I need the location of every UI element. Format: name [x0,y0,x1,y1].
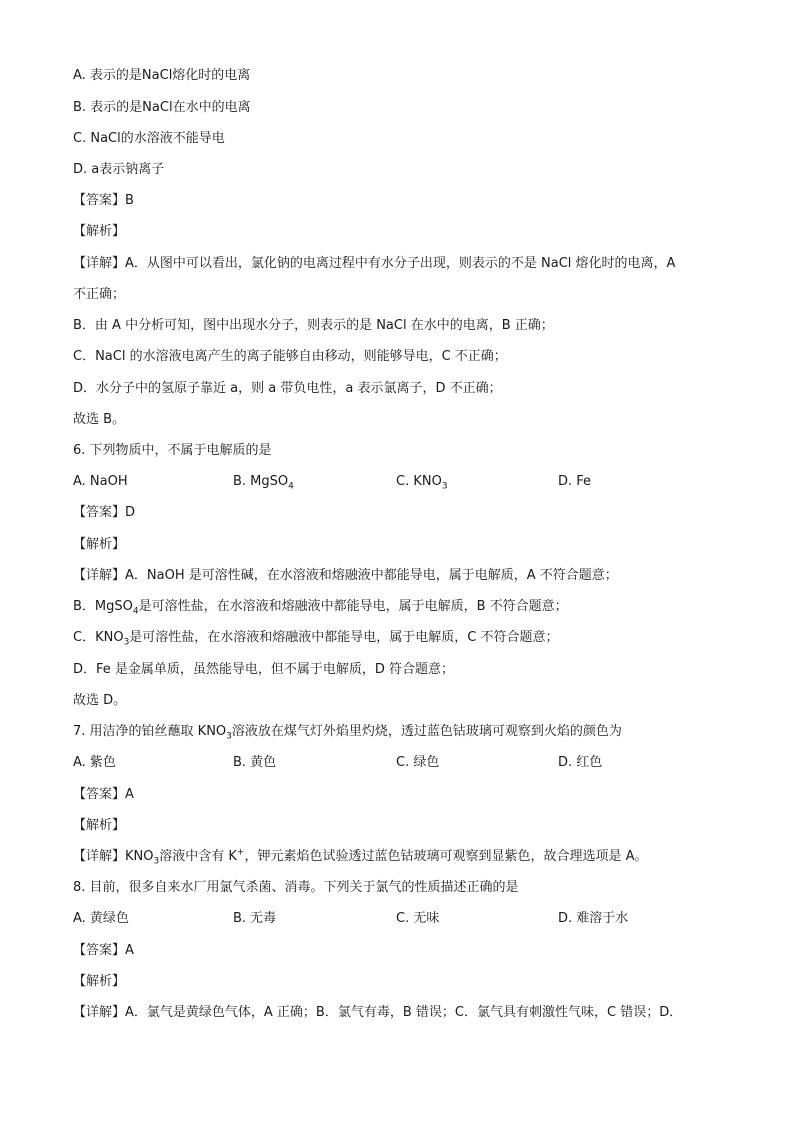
answer-value: A [125,943,134,958]
superscript: + [236,847,245,858]
answer-label: 【答案】 [73,193,126,208]
detail-text: KNO [125,849,154,864]
q5-detail-line3: C．NaCl 的水溶液电离产生的离子能够自由移动，则能够导电，C 不正确； [73,349,507,364]
detail-label: 【详解】 [73,1005,126,1020]
q7-stem [73,723,622,741]
q6-conclusion: 故选 D。 [73,693,127,708]
detail-label: 【详解】 [73,568,126,583]
q8-detail-line1 [73,1004,682,1022]
q5-detail-line2: B．由 A 中分析可知，图中出现水分子，则表示的是 NaCl 在水中的电离，B 正确； [73,318,554,333]
stem-text: 溶液放在煤气灯外焰里灼烧，透过蓝色钴玻璃可观察到火焰的颜色为 [231,724,622,739]
answer-label: 【答案】 [73,505,126,520]
q5-detail-line1 [73,255,675,273]
detail-label: 【详解】 [73,849,126,864]
q6-detail-line1 [73,567,618,585]
q7-analysis-label: 【解析】 [73,818,126,833]
q6-answer [73,504,135,522]
subscript: 4 [132,606,139,617]
q5-detail-line4: D．水分子中的氢原子靠近 a，则 a 带负电性，a 表示氯离子，D 不正确； [73,381,502,396]
detail-text: 是可溶性盐，在水溶液和熔融液中都能导电，属于电解质，B 不符合题意； [138,599,568,614]
answer-value: D [125,505,136,520]
subscript: 3 [226,731,232,742]
option-text: C. KNO [396,474,442,489]
q5-option-c: C. NaCl的水溶液不能导电 [73,131,225,146]
q7-option-b: B. 黄色 [233,755,277,770]
q6-option-d: D. Fe [558,474,592,489]
detail-text: A．氯气是黄绿色气体，A 正确；B．氯气有毒，B 错误；C．氯气具有刺激性气味，C 错误；D． [125,1005,683,1020]
answer-value: A [125,787,134,802]
detail-text: A．从图中可以看出，氯化钠的电离过程中有水分子出现，则表示的不是 NaCl 熔化时的电离，A [125,256,676,271]
q8-answer [73,942,134,960]
q7-option-c: C. 绿色 [396,755,440,770]
q7-answer [73,786,134,804]
q5-answer [73,192,134,210]
answer-value: B [125,193,134,208]
q6-detail-line2 [73,598,568,616]
detail-text: 是可溶性盐，在水溶液和熔融液中都能导电，属于电解质，C 不符合题意； [129,630,559,645]
stem-text: 7. 用洁净的铂丝蘸取 KNO [73,724,227,739]
q5-detail-line1-cont: 不正确； [73,287,126,302]
q8-analysis-label: 【解析】 [73,974,126,989]
q6-detail-line4: D．Fe 是金属单质，虽然能导电，但不属于电解质，D 符合题意； [73,662,455,677]
subscript: 3 [153,856,160,867]
q7-option-d: D. 红色 [558,755,603,770]
subscript: 3 [441,481,448,492]
q7-option-a: A. 紫色 [73,755,116,770]
q5-option-a: A. 表示的是NaCl熔化时的电离 [73,68,251,83]
subscript: 4 [288,481,294,492]
answer-label: 【答案】 [73,787,126,802]
subscript: 3 [123,637,130,648]
q8-option-b: B. 无毒 [233,911,277,926]
q6-analysis-label: 【解析】 [73,537,126,552]
q6-stem: 6. 下列物质中，不属于电解质的是 [73,443,272,458]
detail-text: 溶液中含有 K [159,849,237,864]
option-text: B. MgSO [233,474,289,489]
q8-option-a: A. 黄绿色 [73,911,129,926]
q6-option-a: A. NaOH [73,474,128,489]
answer-label: 【答案】 [73,943,126,958]
q8-stem: 8. 目前，很多自来水厂用氯气杀菌、消毒。下列关于氯气的性质描述正确的是 [73,880,519,895]
q8-option-d: D. 难溶于水 [558,911,629,926]
detail-label: 【详解】 [73,256,126,271]
q5-analysis-label: 【解析】 [73,224,126,239]
detail-text: B．MgSO [73,599,133,614]
q5-conclusion: 故选 B。 [73,412,126,427]
detail-text: A．NaOH 是可溶性碱，在水溶液和熔融液中都能导电，属于电解质，A 不符合题意； [125,568,618,583]
q5-option-b: B. 表示的是NaCl在水中的电离 [73,100,251,115]
q6-option-b [233,473,294,491]
q5-option-d: D. a表示钠离子 [73,162,165,177]
q7-detail [73,848,647,866]
detail-text: ，钾元素焰色试验透过蓝色钴玻璃可观察到显紫色，故合理选项是 A。 [244,849,648,864]
q6-detail-line3 [73,629,559,647]
q6-option-c [396,473,448,491]
detail-text: C．KNO [73,630,124,645]
q8-option-c: C. 无味 [396,911,440,926]
